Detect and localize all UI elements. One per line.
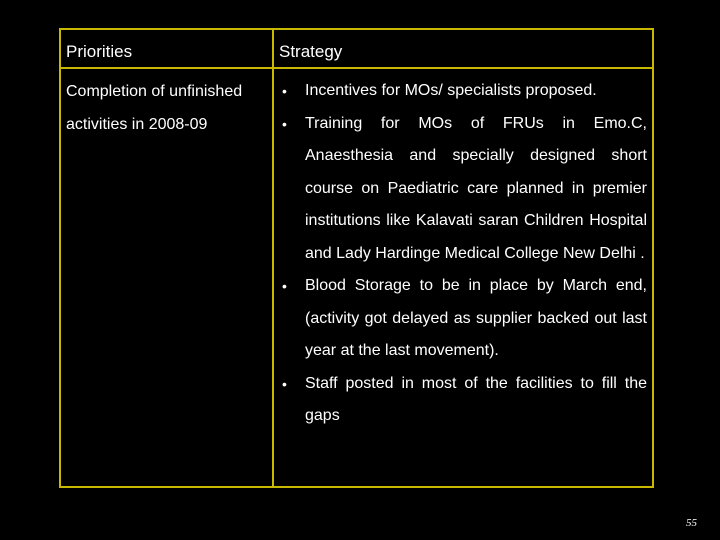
strategy-item-text: Training for MOs of FRUs in Emo.C, Anaesthesia and specially designed short course on Paediatric care planned in premier institutions like Kalavati saran Children Hospital and Lady Hardinge Medical College New Delhi . (305, 114, 647, 262)
strategy-item (279, 368, 647, 433)
strategy-item (279, 270, 647, 368)
strategy-item-text: Incentives for MOs/ specialists proposed. (305, 82, 597, 99)
header-row-divider (61, 67, 652, 69)
strategy-item (279, 75, 647, 108)
strategy-list (279, 75, 647, 433)
strategy-header: Strategy (279, 42, 343, 61)
bullet-icon: • (282, 83, 287, 99)
strategy-item (279, 108, 647, 271)
page-number: 55 (686, 517, 697, 529)
priority-cell: Completion of unfinished activities in 2008-09 (66, 83, 243, 133)
strategy-item-text: Staff posted in most of the facilities to fill the gaps (305, 374, 647, 424)
priorities-strategy-table (59, 28, 654, 488)
strategy-item-text: Blood Storage to be in place by March end, (activity got delayed as supplier backed out last year at the last movement). (305, 277, 647, 359)
bullet-icon: • (282, 115, 287, 132)
priorities-header: Priorities (66, 42, 133, 61)
column-divider (272, 30, 274, 486)
bullet-icon: • (282, 278, 287, 294)
bullet-icon: • (282, 375, 287, 392)
